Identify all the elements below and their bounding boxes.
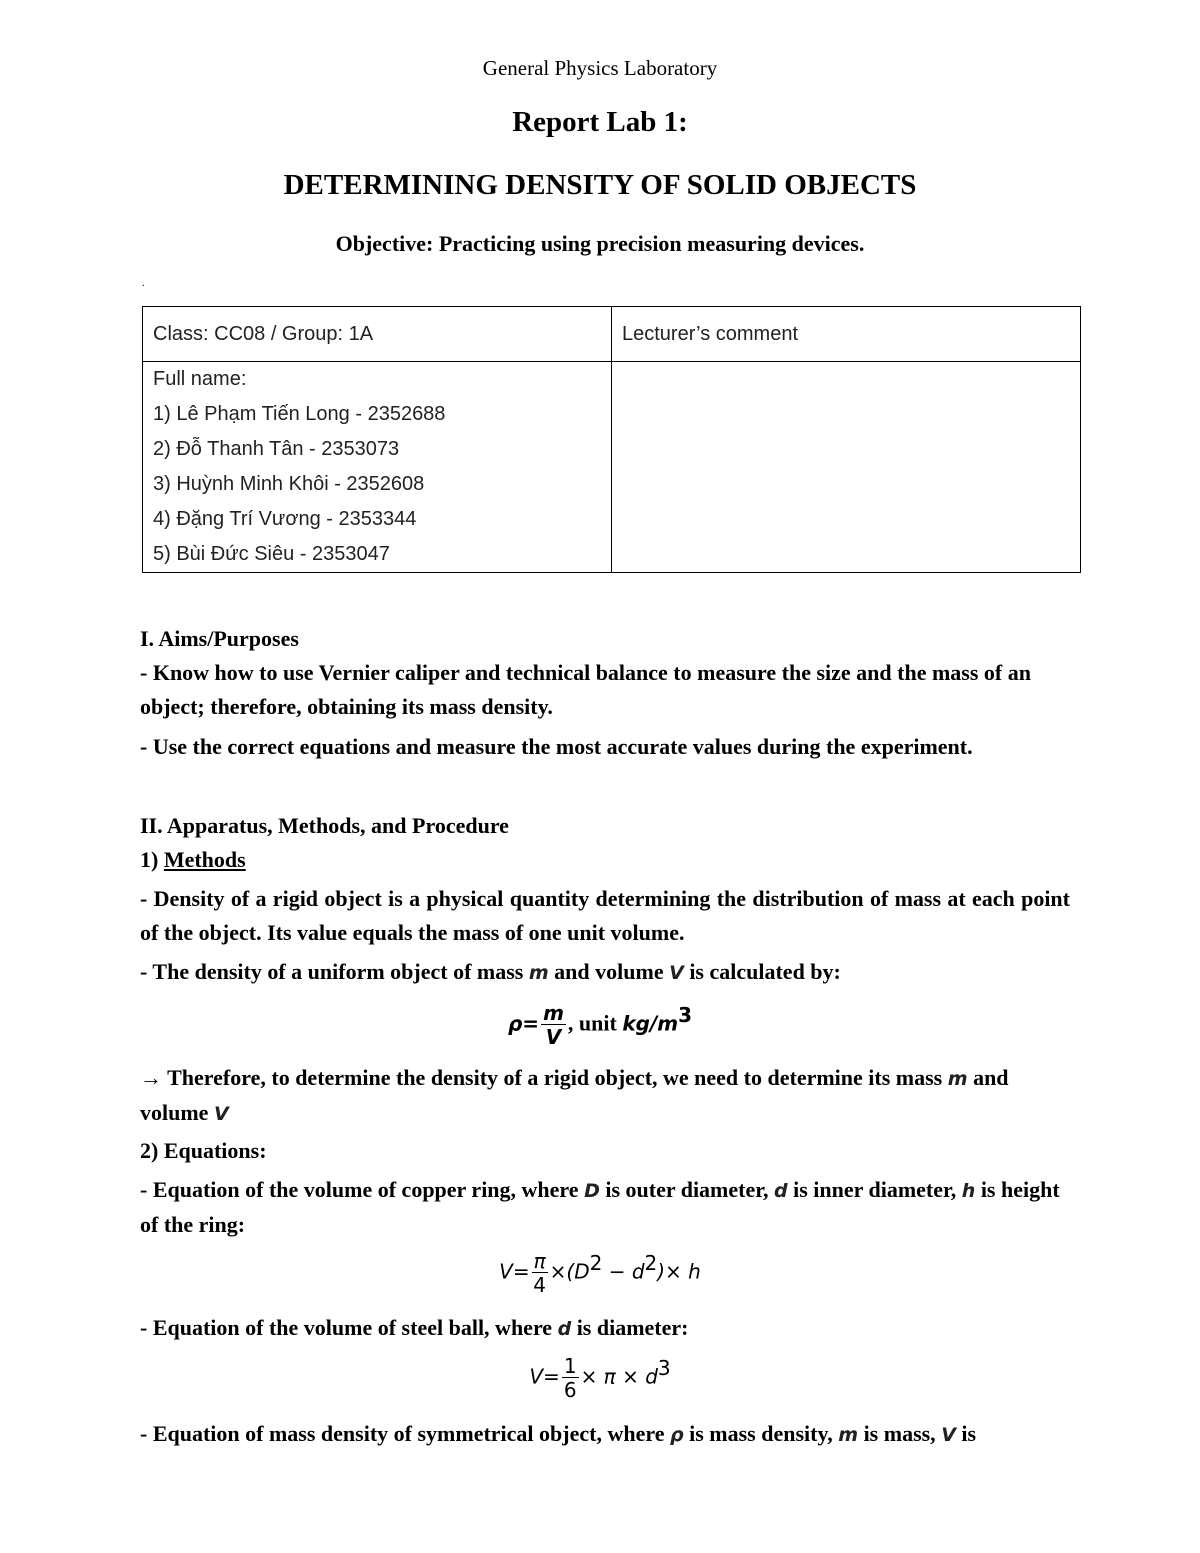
- member-item: 4) Đặng Trí Vương - 2353344: [153, 508, 417, 530]
- methods-label: Methods: [163, 847, 246, 872]
- ring-volume-formula: V= $\frac{\pi}{4}$ $\times(D^2 - d^2)\times h$: [499, 1249, 701, 1297]
- main-title: DETERMINING DENSITY OF SOLID OBJECTS: [283, 169, 917, 201]
- therefore-paragraph: → Therefore, to determine the density of a rigid object, we need to determine its mass m and volume V: [140, 1065, 1009, 1125]
- density-formula: ρ= $\frac{m}{V}$ , unit $kg/m^3$: [507, 1001, 693, 1049]
- ball-volume-formula: V= $\frac{1}{6}$ × $\pi \times d^3$: [529, 1354, 671, 1402]
- stray-dot: .: [142, 278, 145, 289]
- section-2-heading: II. Apparatus, Methods, and Procedure: [140, 813, 509, 838]
- ball-paragraph: - Equation of the volume of steel ball, where d is diameter:: [140, 1315, 689, 1340]
- fraction: $\frac{m}{V}$: [543, 1001, 564, 1049]
- member-item: 3) Huỳnh Minh Khôi - 2352608: [153, 473, 425, 495]
- methods-paragraph-1: - Density of a rigid object is a physical quantity determining the distribution of mass at each point of the object. Its value equals the mass of one unit volume.: [140, 886, 1070, 945]
- equations-heading: 2) Equations:: [140, 1138, 267, 1163]
- members-cell: [143, 362, 612, 573]
- methods-prefix: 1): [140, 847, 164, 872]
- full-name-label: Full name:: [153, 368, 247, 390]
- class-group-cell: Class: CC08 / Group: 1A: [143, 307, 612, 362]
- methods-heading: [140, 843, 1070, 877]
- lecturer-comment-header: Lecturer’s comment: [612, 307, 1081, 362]
- symmetric-density-paragraph: - Equation of mass density of symmetrical object, where ρ is mass density, m is mass, V is: [140, 1421, 977, 1446]
- ring-paragraph: - Equation of the volume of copper ring, where D is outer diameter, d is inner diameter, h is height of the ring:: [140, 1177, 1060, 1237]
- aims-paragraph-2: - Use the correct equations and measure the most accurate values during the experiment.: [140, 734, 973, 759]
- methods-paragraph-2: - The density of a uniform object of mass m and volume V is calculated by:: [140, 959, 841, 984]
- member-item: 5) Bùi Đức Siêu - 2353047: [153, 543, 390, 565]
- var-V: V: [669, 962, 684, 984]
- objective-text: Practicing using precision measuring devices.: [433, 231, 865, 256]
- section-1-heading: I. Aims/Purposes: [140, 626, 299, 651]
- member-item: 2) Đỗ Thanh Tân - 2353073: [153, 438, 400, 460]
- objective-label: Objective:: [335, 231, 434, 256]
- member-item: 1) Lê Phạm Tiến Long - 2352688: [153, 403, 446, 425]
- group-info-table: [142, 306, 1081, 573]
- lecturer-comment-cell: [612, 362, 1081, 573]
- objective: [0, 231, 1200, 257]
- var-m: m: [528, 962, 549, 984]
- aims-paragraph-1: - Know how to use Vernier caliper and technical balance to measure the size and the mass of an object; therefore, obtaining its mass density.: [140, 660, 1031, 719]
- lab-name: General Physics Laboratory: [482, 56, 718, 80]
- report-title: Report Lab 1:: [512, 106, 688, 138]
